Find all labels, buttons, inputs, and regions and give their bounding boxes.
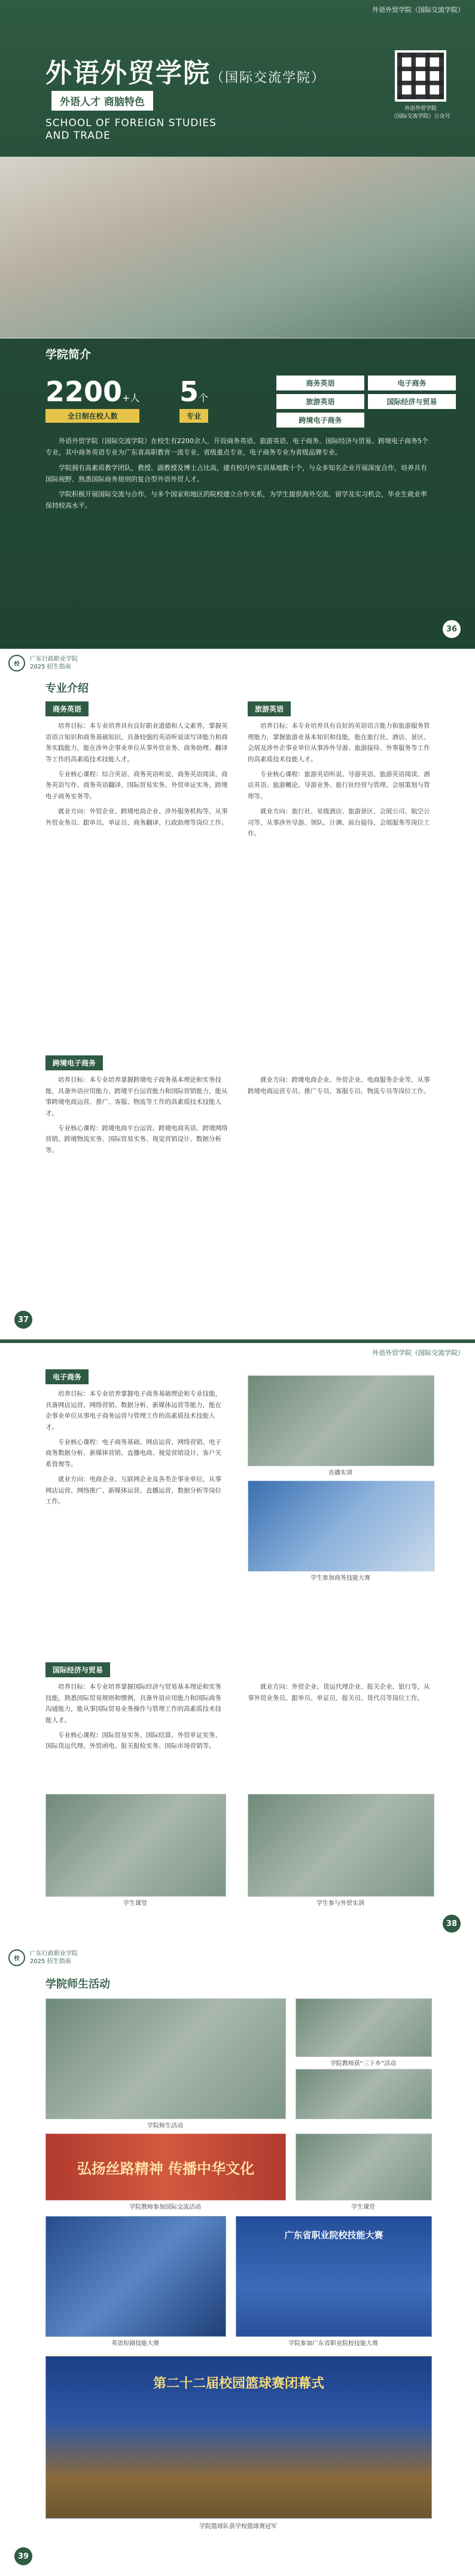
major-heading: 商务英语 (45, 701, 89, 716)
drama-contest-photo (45, 2216, 226, 2337)
photo-caption: 学院师生活动 (147, 2123, 183, 2129)
school-name: 广东行政职业学院 (30, 656, 78, 663)
top-tag: 外语外贸学院（国际交流学院） (372, 6, 464, 14)
photo-caption: 学院教师获“三下乡”活动 (330, 2061, 397, 2067)
page-number: 37 (14, 1311, 32, 1329)
major-desc: 培养目标：本专业培养掌握跨境电子商务基本理论和实务技能，具备外语应用能力、跨境平台运营能力和国际营销能力，能从事跨境电商运营、推广、客服、物流等工作的高素质技术技能人才。 专业核心课程：跨境电商平台运营、跨境电商英语、跨境网络营销、跨境物流实务、国际贸易实务、视觉营销设计、数据分析等。 (45, 1076, 228, 1155)
match-title: 第二十二届校园篮球赛闭幕式 (153, 2376, 324, 2391)
college-intro-text: 外语外贸学院（国际交流学院）在校生有2200余人，开设商务英语、旅游英语、电子商务、国际经济与贸易、跨境电子商务5个专业，其中商务英语专业为广东省高职教育一流专业、省级重点专业，电子商务专业为省级品牌专业。 学院拥有高素质教学团队，教授、副教授及博士占比高，建有校内外实训基地数十个，与众多知名企业开展深度合作，培养具有国际视野、熟悉国际商务规则的复合型外语外贸人才。 学院积极开展国际交流与合作，与多个国家和地区的院校建立合作关系，为学生提供海外交流、留学及实习机会，毕业生就业率保持较高水平。 (45, 437, 428, 510)
major-heading: 跨境电子商务 (45, 1055, 103, 1070)
livestream-photo (248, 1375, 434, 1466)
stat-majors: 5个 专业 (179, 376, 208, 423)
guide-name: 2025 招生指南 (30, 1958, 71, 1965)
major-heading: 国际经济与贸易 (45, 1662, 110, 1677)
photo-caption: 英语短剧技能大赛 (111, 2340, 159, 2347)
college-title-en: SCHOOL OF FOREIGN STUDIES AND TRADE (45, 117, 217, 142)
page-number: 38 (443, 1915, 461, 1933)
photo-caption: 学院教师参加国际交流活动 (129, 2204, 201, 2211)
page-activities (0, 1943, 475, 2576)
activity-photo (296, 2069, 432, 2119)
school-logo-icon: 校 (8, 1949, 25, 1966)
major-tag: 跨境电子商务 (276, 413, 364, 428)
photo-caption: 学院篮球队获学校篮球赛冠军 (199, 2523, 277, 2530)
major-list (276, 376, 456, 428)
major-desc: 培养目标：本专业培养具有良好职业道德和人文素养，掌握英语语言知识和商务基础知识，具备较强的英语听说读写译能力和商务实践能力，能在涉外企事业单位从事外贸业务、商务助理、翻译等工作的高素质技术技能人才。 专业核心课程：综合英语、商务英语听说、商务英语阅读、商务英语写作、商务英语翻译、国际贸易实务、外贸单证实务、跨境电子商务实务等。 就业方向：外贸企业、跨境电商企业、涉外服务机构等，从事外贸业务员、跟单员、单证员、商务翻译、行政助理等岗位工作。 (45, 722, 228, 826)
major-desc: 培养目标：本专业培养掌握国际经济与贸易基本理论和实务技能，熟悉国际贸易规则和惯例，具备外语应用能力和国际商务沟通能力，能从事国际贸易业务操作与管理工作的高素质技术技能人才。 专业核心课程：国际贸易实务、国际结算、外贸单证实务、国际货运代理、外贸函电、报关报检实务、国际市场营销等。 (45, 1683, 221, 1750)
banner-text: 弘扬丝路精神 传播中华文化 (77, 2160, 255, 2177)
skills-contest-photo (236, 2216, 432, 2337)
school-logo-icon: 校 (8, 655, 25, 672)
section-title: 学院师生活动 (45, 1978, 110, 1991)
major-desc: 培养目标：本专业培养具有良好的英语语言能力和旅游服务管理能力，掌握旅游业基本知识和技能，能在旅行社、酒店、景区、会展及涉外企事业单位从事涉外导游、旅游接待、外事服务等工作的高素质技术技能人才。 专业核心课程：旅游英语听说、导游英语、旅游英语阅读、酒店英语、旅游概论、导游业务、旅行社经营与管理、会展策划与管理等。 就业方向：旅行社、星级酒店、旅游景区、会展公司、航空公司等，从事涉外导游、领队、计调、前台接待、会展服务等岗位工作。 (248, 722, 430, 838)
photo-caption: 直播实训 (328, 1470, 352, 1476)
qr-caption: 外语外贸学院 （国际交流学院）公众号 (391, 106, 450, 120)
major-heading: 电子商务 (45, 1369, 89, 1384)
major-tag: 国际经济与贸易 (368, 394, 456, 409)
major-heading: 旅游英语 (248, 701, 291, 716)
page-majors-2 (0, 1339, 475, 1943)
major-tag: 商务英语 (276, 376, 364, 390)
major-tag: 电子商务 (368, 376, 456, 390)
photo-caption: 学生参加商务技能大赛 (310, 1575, 370, 1582)
stat-students: 2200+人 全日制在校人数 (45, 376, 139, 423)
section-title: 专业介绍 (45, 682, 89, 695)
photo-caption: 学生课堂 (351, 2204, 375, 2211)
hero-classroom-photo (0, 157, 475, 338)
page-header (0, 1943, 475, 1972)
page-number: 39 (14, 2547, 32, 2565)
major-desc: 培养目标：本专业培养掌握电子商务基础理论和专业技能，具备网店运营、网络营销、数据分析、新媒体运营等能力，能在企事业单位从事电子商务运营与管理工作的高素质技术技能人才。 专业核心课程：电子商务基础、网店运营、网络营销、电子商务数据分析、新媒体营销、直播电商、视觉营销设计、客户关系管理等。 就业方向：电商企业、互联网企业及各类企事业单位，从事网店运营、网络推广、新媒体运营、直播运营、数据分析等岗位工作。 (45, 1390, 221, 1506)
top-tag: 外语外贸学院（国际交流学院） (372, 1349, 464, 1357)
page-header (0, 649, 475, 677)
activity-photo (45, 1998, 286, 2119)
trade-training-photo (248, 1794, 434, 1897)
class-photo (45, 1794, 226, 1897)
page-number: 36 (443, 620, 461, 638)
major-desc: 就业方向：外贸企业、货运代理企业、报关企业、银行等，从事外贸业务员、跟单员、单证员、报关员、货代员等岗位工作。 (248, 1683, 430, 1702)
major-desc: 就业方向：跨境电商企业、外贸企业、电商服务企业等，从事跨境电商运营专员、推广专员、客服专员、物流专员等岗位工作。 (248, 1076, 430, 1095)
college-slogan: 外语人才 商脑特色 (51, 91, 153, 111)
photo-caption: 学院参加广东省职业院校技能大赛 (288, 2340, 378, 2347)
photo-caption: 学生课堂 (123, 1900, 147, 1907)
page-majors-1 (0, 649, 475, 1339)
college-title: 外语外贸学院（国际交流学院） (45, 58, 326, 88)
qr-code (395, 50, 446, 102)
photo-caption: 学生参与外贸实训 (316, 1900, 364, 1907)
basketball-team-photo (45, 2356, 432, 2519)
contest-title: 广东省职业院校技能大赛 (284, 2230, 383, 2241)
guide-name: 2025 招生指南 (30, 664, 71, 670)
activity-photo (296, 2134, 432, 2200)
section-label: 学院简介 (45, 348, 92, 361)
contest-photo (248, 1481, 434, 1571)
page-college-intro (0, 0, 475, 649)
culture-banner-photo (45, 2134, 286, 2200)
activity-photo (296, 1998, 432, 2057)
school-name: 广东行政职业学院 (30, 1951, 78, 1957)
major-tag: 旅游英语 (276, 394, 364, 409)
